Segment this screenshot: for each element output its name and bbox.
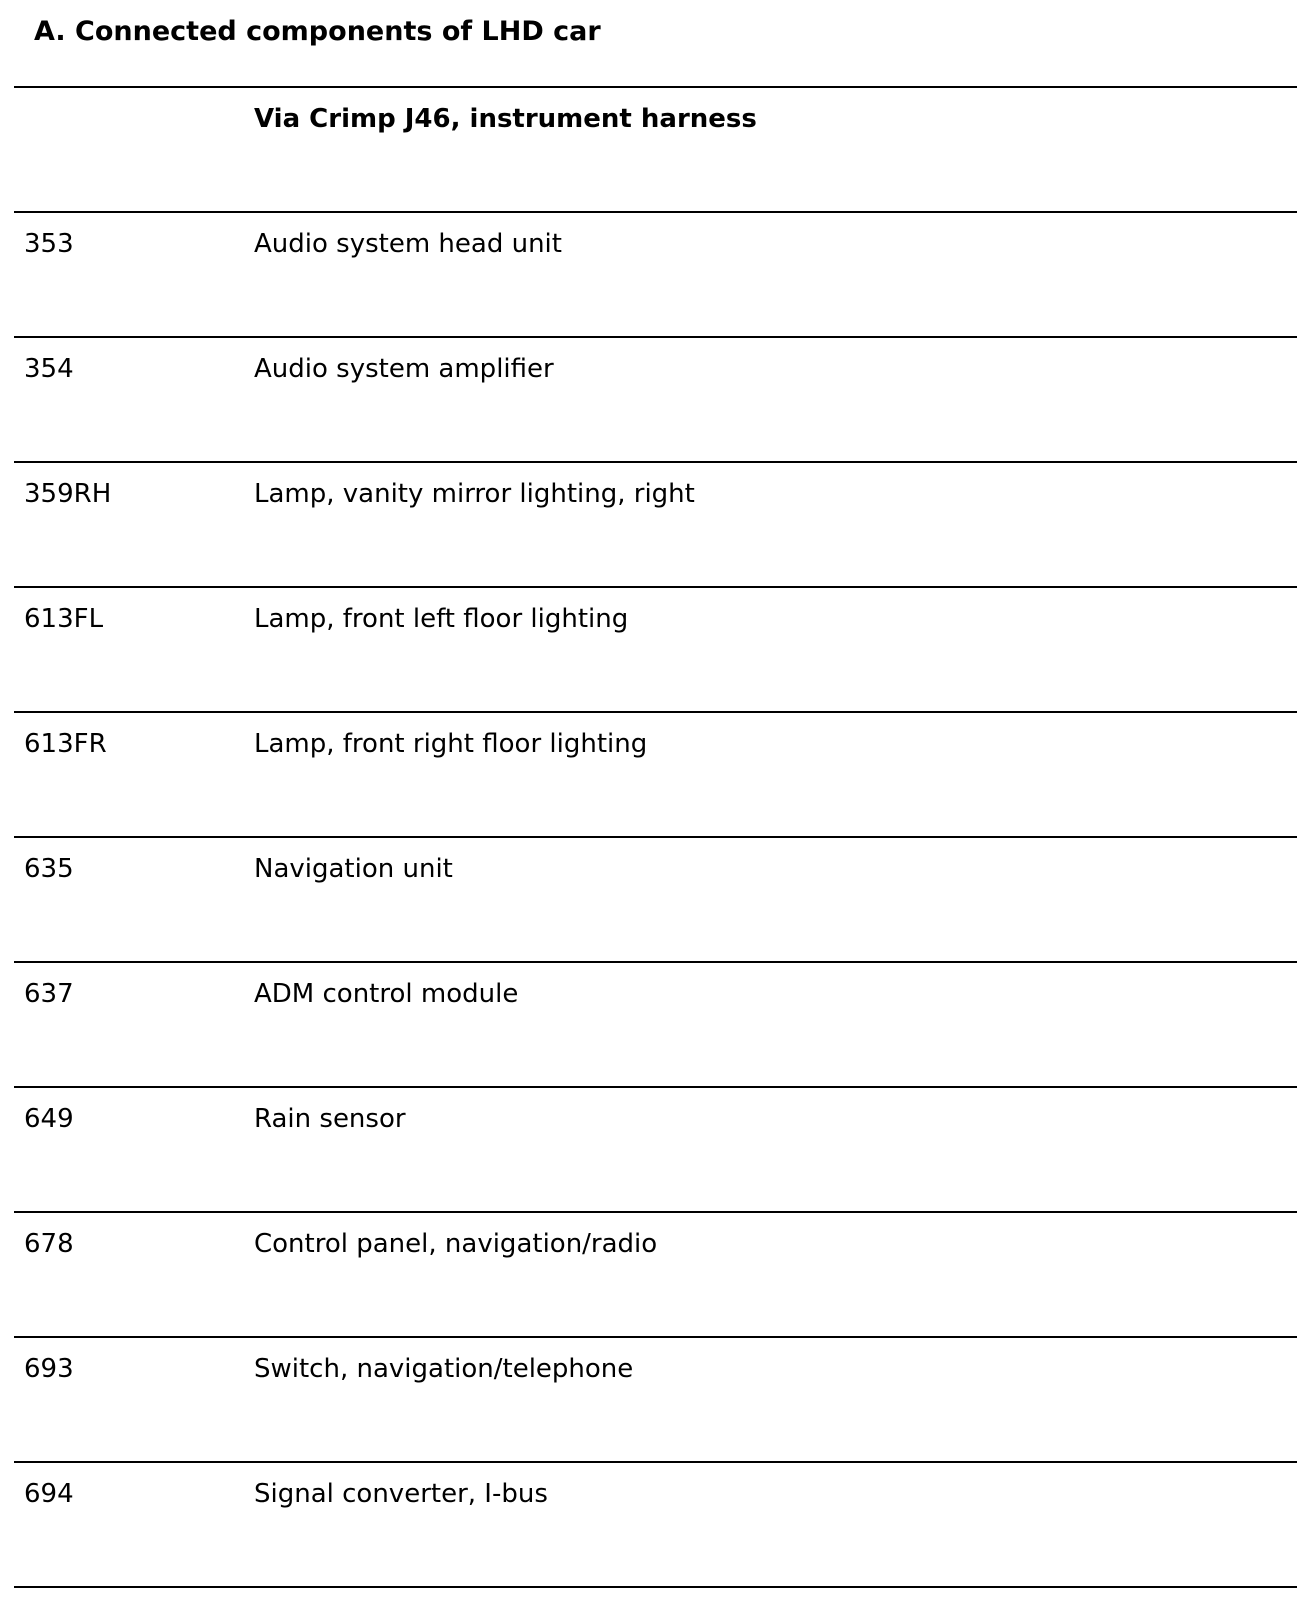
component-description: Lamp, front left floor lighting [254,604,629,634]
component-code: 354 [24,354,74,384]
table-row [14,336,1297,461]
component-description: Control panel, navigation/radio [254,1229,658,1259]
table-header-row [14,86,1297,211]
table-row [14,836,1297,961]
component-code: 678 [24,1229,74,1259]
header-description-cell: Via Crimp J46, instrument harness [254,104,757,134]
table-row [14,586,1297,711]
component-description: Switch, navigation/telephone [254,1354,634,1384]
component-code: 613FR [24,729,107,759]
document-title: A. Connected components of LHD car [34,16,601,47]
component-description: Rain sensor [254,1104,406,1134]
component-description: Signal converter, I-bus [254,1479,548,1509]
component-code: 613FL [24,604,104,634]
components-table [14,86,1297,1588]
table-row [14,211,1297,336]
component-description: Lamp, vanity mirror lighting, right [254,479,695,509]
table-row [14,1461,1297,1586]
table-row [14,461,1297,586]
component-code: 649 [24,1104,74,1134]
table-row [14,961,1297,1086]
table-bottom-rule [14,1586,1297,1588]
component-description: Audio system head unit [254,229,562,259]
table-row [14,711,1297,836]
table-row [14,1211,1297,1336]
component-code: 359RH [24,479,112,509]
component-code: 353 [24,229,74,259]
component-description: Lamp, front right floor lighting [254,729,648,759]
component-code: 635 [24,854,74,884]
component-code: 694 [24,1479,74,1509]
table-row [14,1086,1297,1211]
component-code: 637 [24,979,74,1009]
component-description: Audio system amplifier [254,354,554,384]
component-code: 693 [24,1354,74,1384]
component-description: Navigation unit [254,854,453,884]
component-description: ADM control module [254,979,519,1009]
table-row [14,1336,1297,1461]
